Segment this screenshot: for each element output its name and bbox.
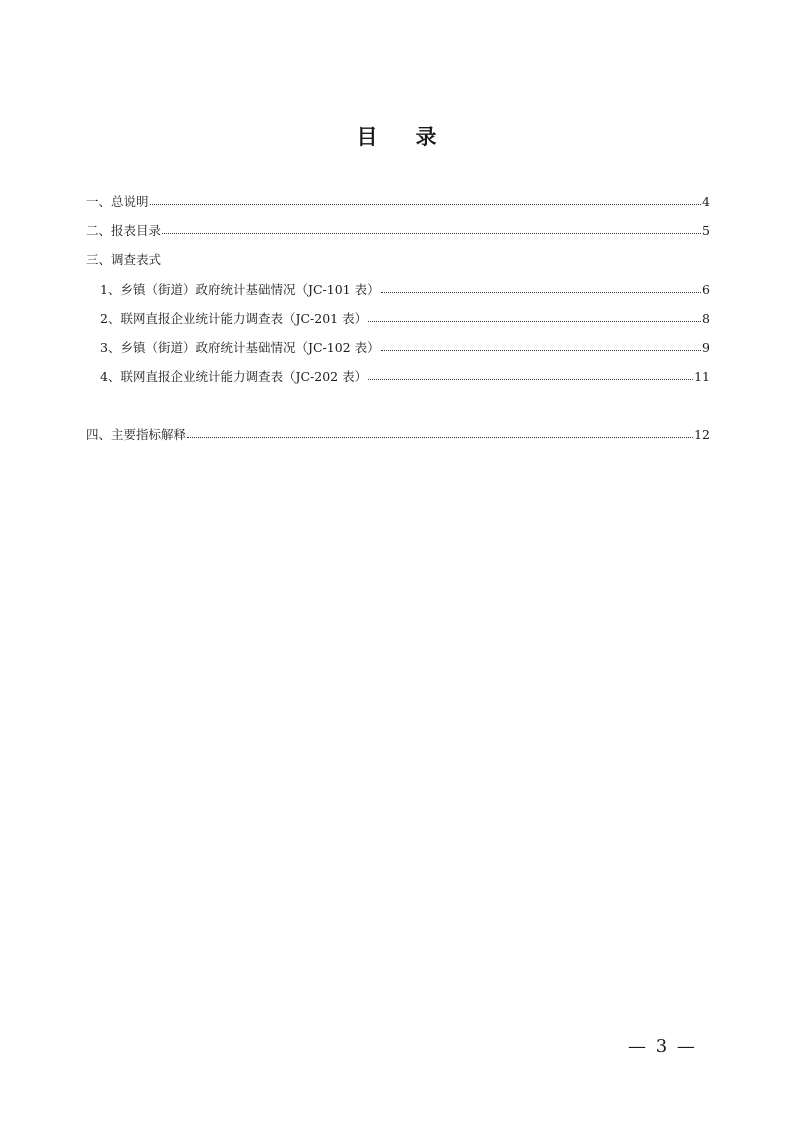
page-title	[0, 122, 793, 152]
toc-entry-label: 3、乡镇（街道）政府统计基础情况（JC-102 表）	[100, 340, 380, 355]
toc-entry-page: 11	[694, 369, 710, 384]
toc-entry-indicator-definitions[interactable]	[86, 426, 710, 444]
toc-dot-leader	[381, 342, 701, 352]
toc-entry-jc101[interactable]	[100, 281, 710, 299]
toc-dot-leader	[368, 313, 701, 323]
toc-dot-leader	[368, 371, 693, 381]
toc-entry-survey-forms[interactable]	[86, 251, 161, 269]
toc-entry-label: 三、调查表式	[86, 252, 162, 267]
toc-entry-page: 5	[702, 223, 710, 238]
toc-entry-page: 8	[702, 311, 710, 326]
toc-entry-page: 12	[694, 427, 710, 442]
toc-dot-leader	[187, 429, 693, 439]
toc-entry-jc201[interactable]	[100, 310, 710, 328]
toc-entry-label: 1、乡镇（街道）政府统计基础情况（JC-101 表）	[100, 282, 380, 297]
toc-entry-label: 2、联网直报企业统计能力调查表（JC-201 表）	[100, 311, 368, 326]
toc-entry-label: 4、联网直报企业统计能力调查表（JC-202 表）	[100, 369, 368, 384]
toc-entry-page: 6	[702, 282, 710, 297]
toc-entry-page: 4	[702, 194, 710, 209]
toc-dot-leader	[150, 196, 702, 206]
toc-entry-jc202[interactable]	[100, 368, 710, 386]
title-char-1: 目	[356, 125, 378, 149]
title-char-2: 录	[415, 125, 437, 149]
toc-entry-label: 四、主要指标解释	[86, 427, 187, 442]
toc-dot-leader	[381, 284, 701, 294]
toc-entry-label: 二、报表目录	[86, 223, 162, 238]
toc-entry-general-notes[interactable]	[86, 193, 710, 211]
toc-dot-leader	[162, 225, 701, 235]
page-number: — 3 —	[628, 1036, 697, 1057]
toc-entry-report-catalog[interactable]	[86, 222, 710, 240]
toc-entry-page: 9	[702, 340, 710, 355]
toc-entry-label: 一、总说明	[86, 194, 149, 209]
toc-entry-jc102[interactable]	[100, 339, 710, 357]
